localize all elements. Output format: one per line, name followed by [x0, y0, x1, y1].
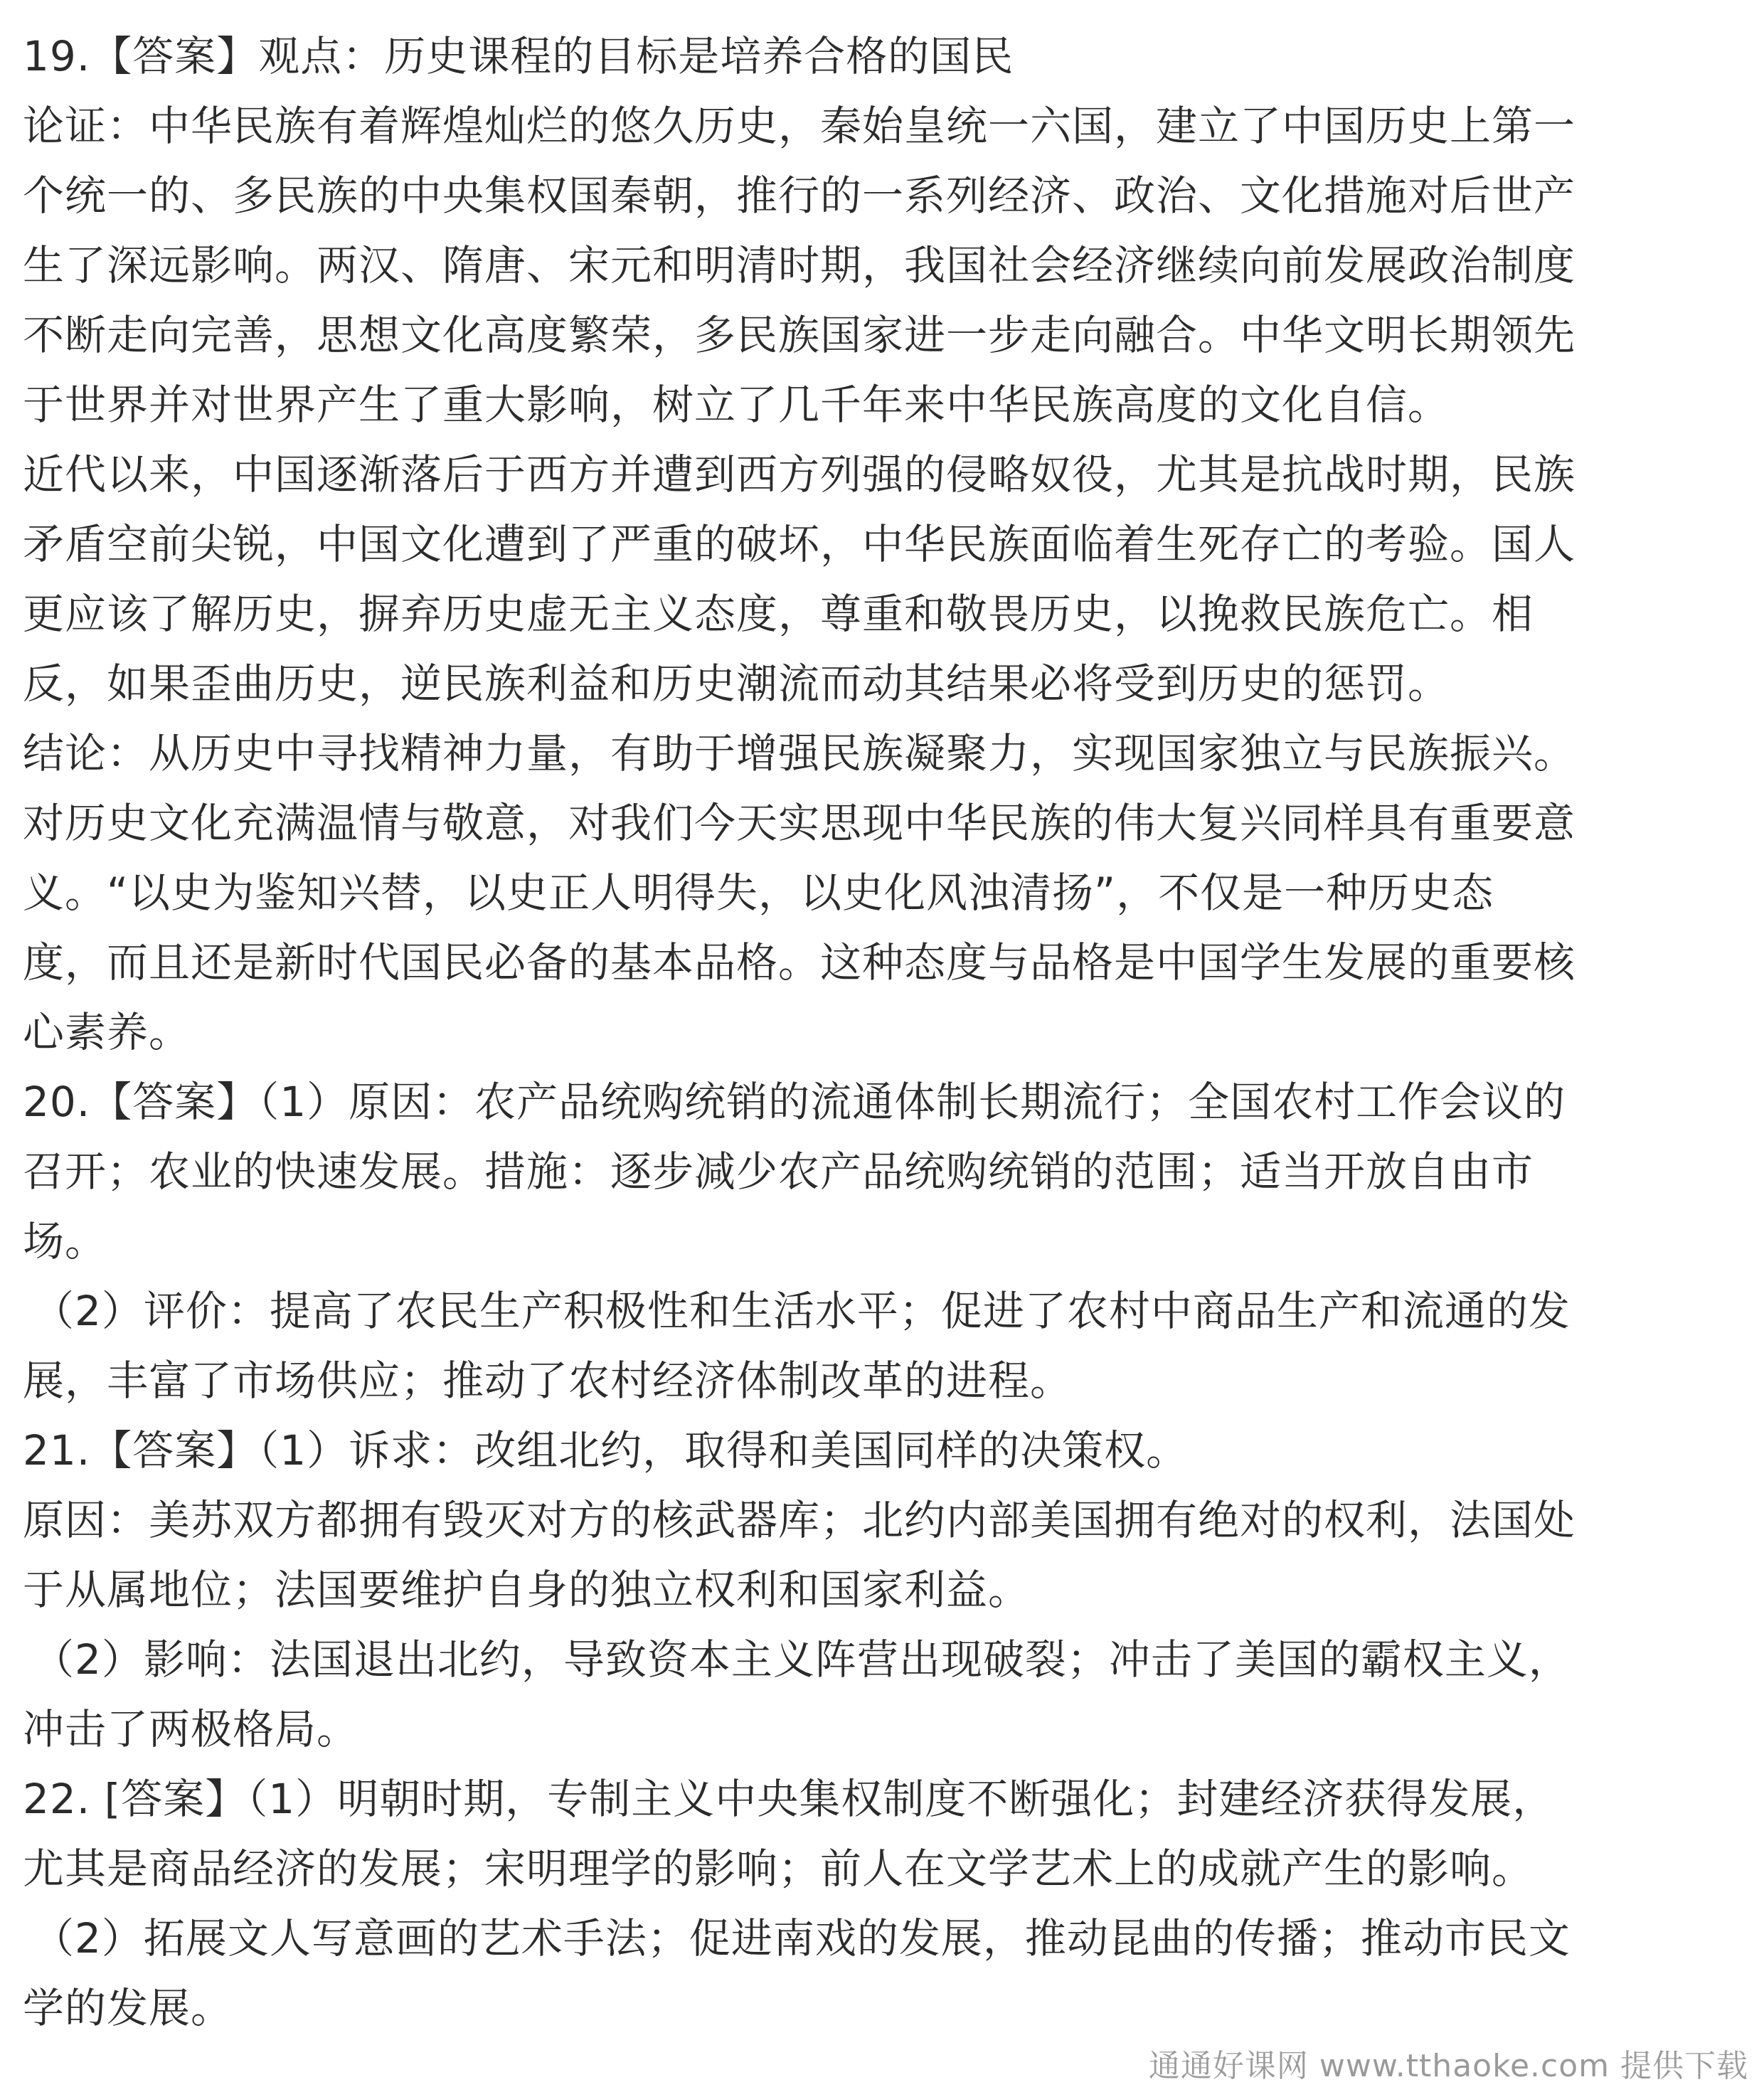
answer-line: 召开；农业的快速发展。措施：逐步减少农产品统购统销的范围；适当开放自由市	[23, 1147, 1534, 1196]
answer-line: 个统一的、多民族的中央集权国秦朝，推行的一系列经济、政治、文化措施对后世产	[23, 171, 1576, 220]
answer-line: 义。“以史为鉴知兴替，以史正人明得失，以史化风浊清扬”，不仅是一种历史态	[23, 869, 1494, 917]
answer-line: 结论：从历史中寻找精神力量，有助于增强民族凝聚力，实现国家独立与民族振兴。	[23, 729, 1576, 777]
answer-line: 展，丰富了市场供应；推动了农村经济体制改革的进程。	[23, 1356, 1073, 1405]
answer-19	[23, 21, 1730, 1067]
answer-line: 于从属地位；法国要维护自身的独立权利和国家利益。	[23, 1566, 1031, 1614]
answer-line: 论证：中华民族有着辉煌灿烂的悠久历史，秦始皇统一六国，建立了中国历史上第一	[23, 102, 1576, 150]
answer-line: （2）拓展文人写意画的艺术手法；促进南戏的发展，推动昆曲的传播；推动市民文	[33, 1914, 1571, 1963]
answer-21	[23, 1416, 1730, 1764]
answer-line: 尤其是商品经济的发展；宋明理学的影响；前人在文学艺术上的成就产生的影响。	[23, 1844, 1534, 1893]
answer-line: 学的发展。	[23, 1984, 233, 2032]
answer-line: 于世界并对世界产生了重大影响，树立了几千年来中华民族高度的文化自信。	[23, 381, 1450, 429]
answer-line: 对历史文化充满温情与敬意，对我们今天实思现中华民族的伟大复兴同样具有重要意	[23, 799, 1576, 847]
answer-line: 20.【答案】（1）原因：农产品统购统销的流通体制长期流行；全国农村工作会议的	[23, 1078, 1566, 1126]
answer-line: 不断走向完善，思想文化高度繁荣，多民族国家进一步走向融合。中华文明长期领先	[23, 311, 1576, 359]
answer-line: 反，如果歪曲历史，逆民族利益和历史潮流而动其结果必将受到历史的惩罚。	[23, 659, 1450, 708]
answer-line: （2）评价：提高了农民生产积极性和生活水平；促进了农村中商品生产和流通的发	[33, 1287, 1571, 1335]
answer-line: 更应该了解历史，摒弃历史虚无主义态度，尊重和敬畏历史，以挽救民族危亡。相	[23, 590, 1534, 638]
answer-line: （2）影响：法国退出北约，导致资本主义阵营出现破裂；冲击了美国的霸权主义，	[33, 1635, 1571, 1684]
answer-line: 22. [答案】（1）明朝时期，专制主义中央集权制度不断强化；封建经济获得发展，	[23, 1775, 1555, 1823]
answer-line: 心素养。	[23, 1008, 191, 1056]
answer-document	[23, 21, 1730, 2043]
answer-line: 度，而且还是新时代国民必备的基本品格。这种态度与品格是中国学生发展的重要核	[23, 938, 1576, 987]
answer-line: 冲击了两极格局。	[23, 1705, 359, 1753]
answer-line: 21.【答案】（1）诉求：改组北约，取得和美国同样的决策权。	[23, 1426, 1189, 1475]
answer-line: 生了深远影响。两汉、隋唐、宋元和明清时期，我国社会经济继续向前发展政治制度	[23, 241, 1576, 290]
answer-line: 场。	[23, 1217, 107, 1265]
answer-line: 原因：美苏双方都拥有毁灭对方的核武器库；北约内部美国拥有绝对的权利，法国处	[23, 1496, 1576, 1544]
answer-line: 矛盾空前尖锐，中国文化遭到了严重的破坏，中华民族面临着生死存亡的考验。国人	[23, 520, 1576, 568]
watermark: 通通好课网 www.tthaoke.com 提供下载	[1148, 2048, 1748, 2084]
answer-22	[23, 1764, 1730, 2043]
answer-20	[23, 1067, 1730, 1416]
answer-line: 19.【答案】观点：历史课程的目标是培养合格的国民	[23, 32, 1014, 80]
answer-line: 近代以来，中国逐渐落后于西方并遭到西方列强的侵略奴役，尤其是抗战时期，民族	[23, 450, 1576, 499]
